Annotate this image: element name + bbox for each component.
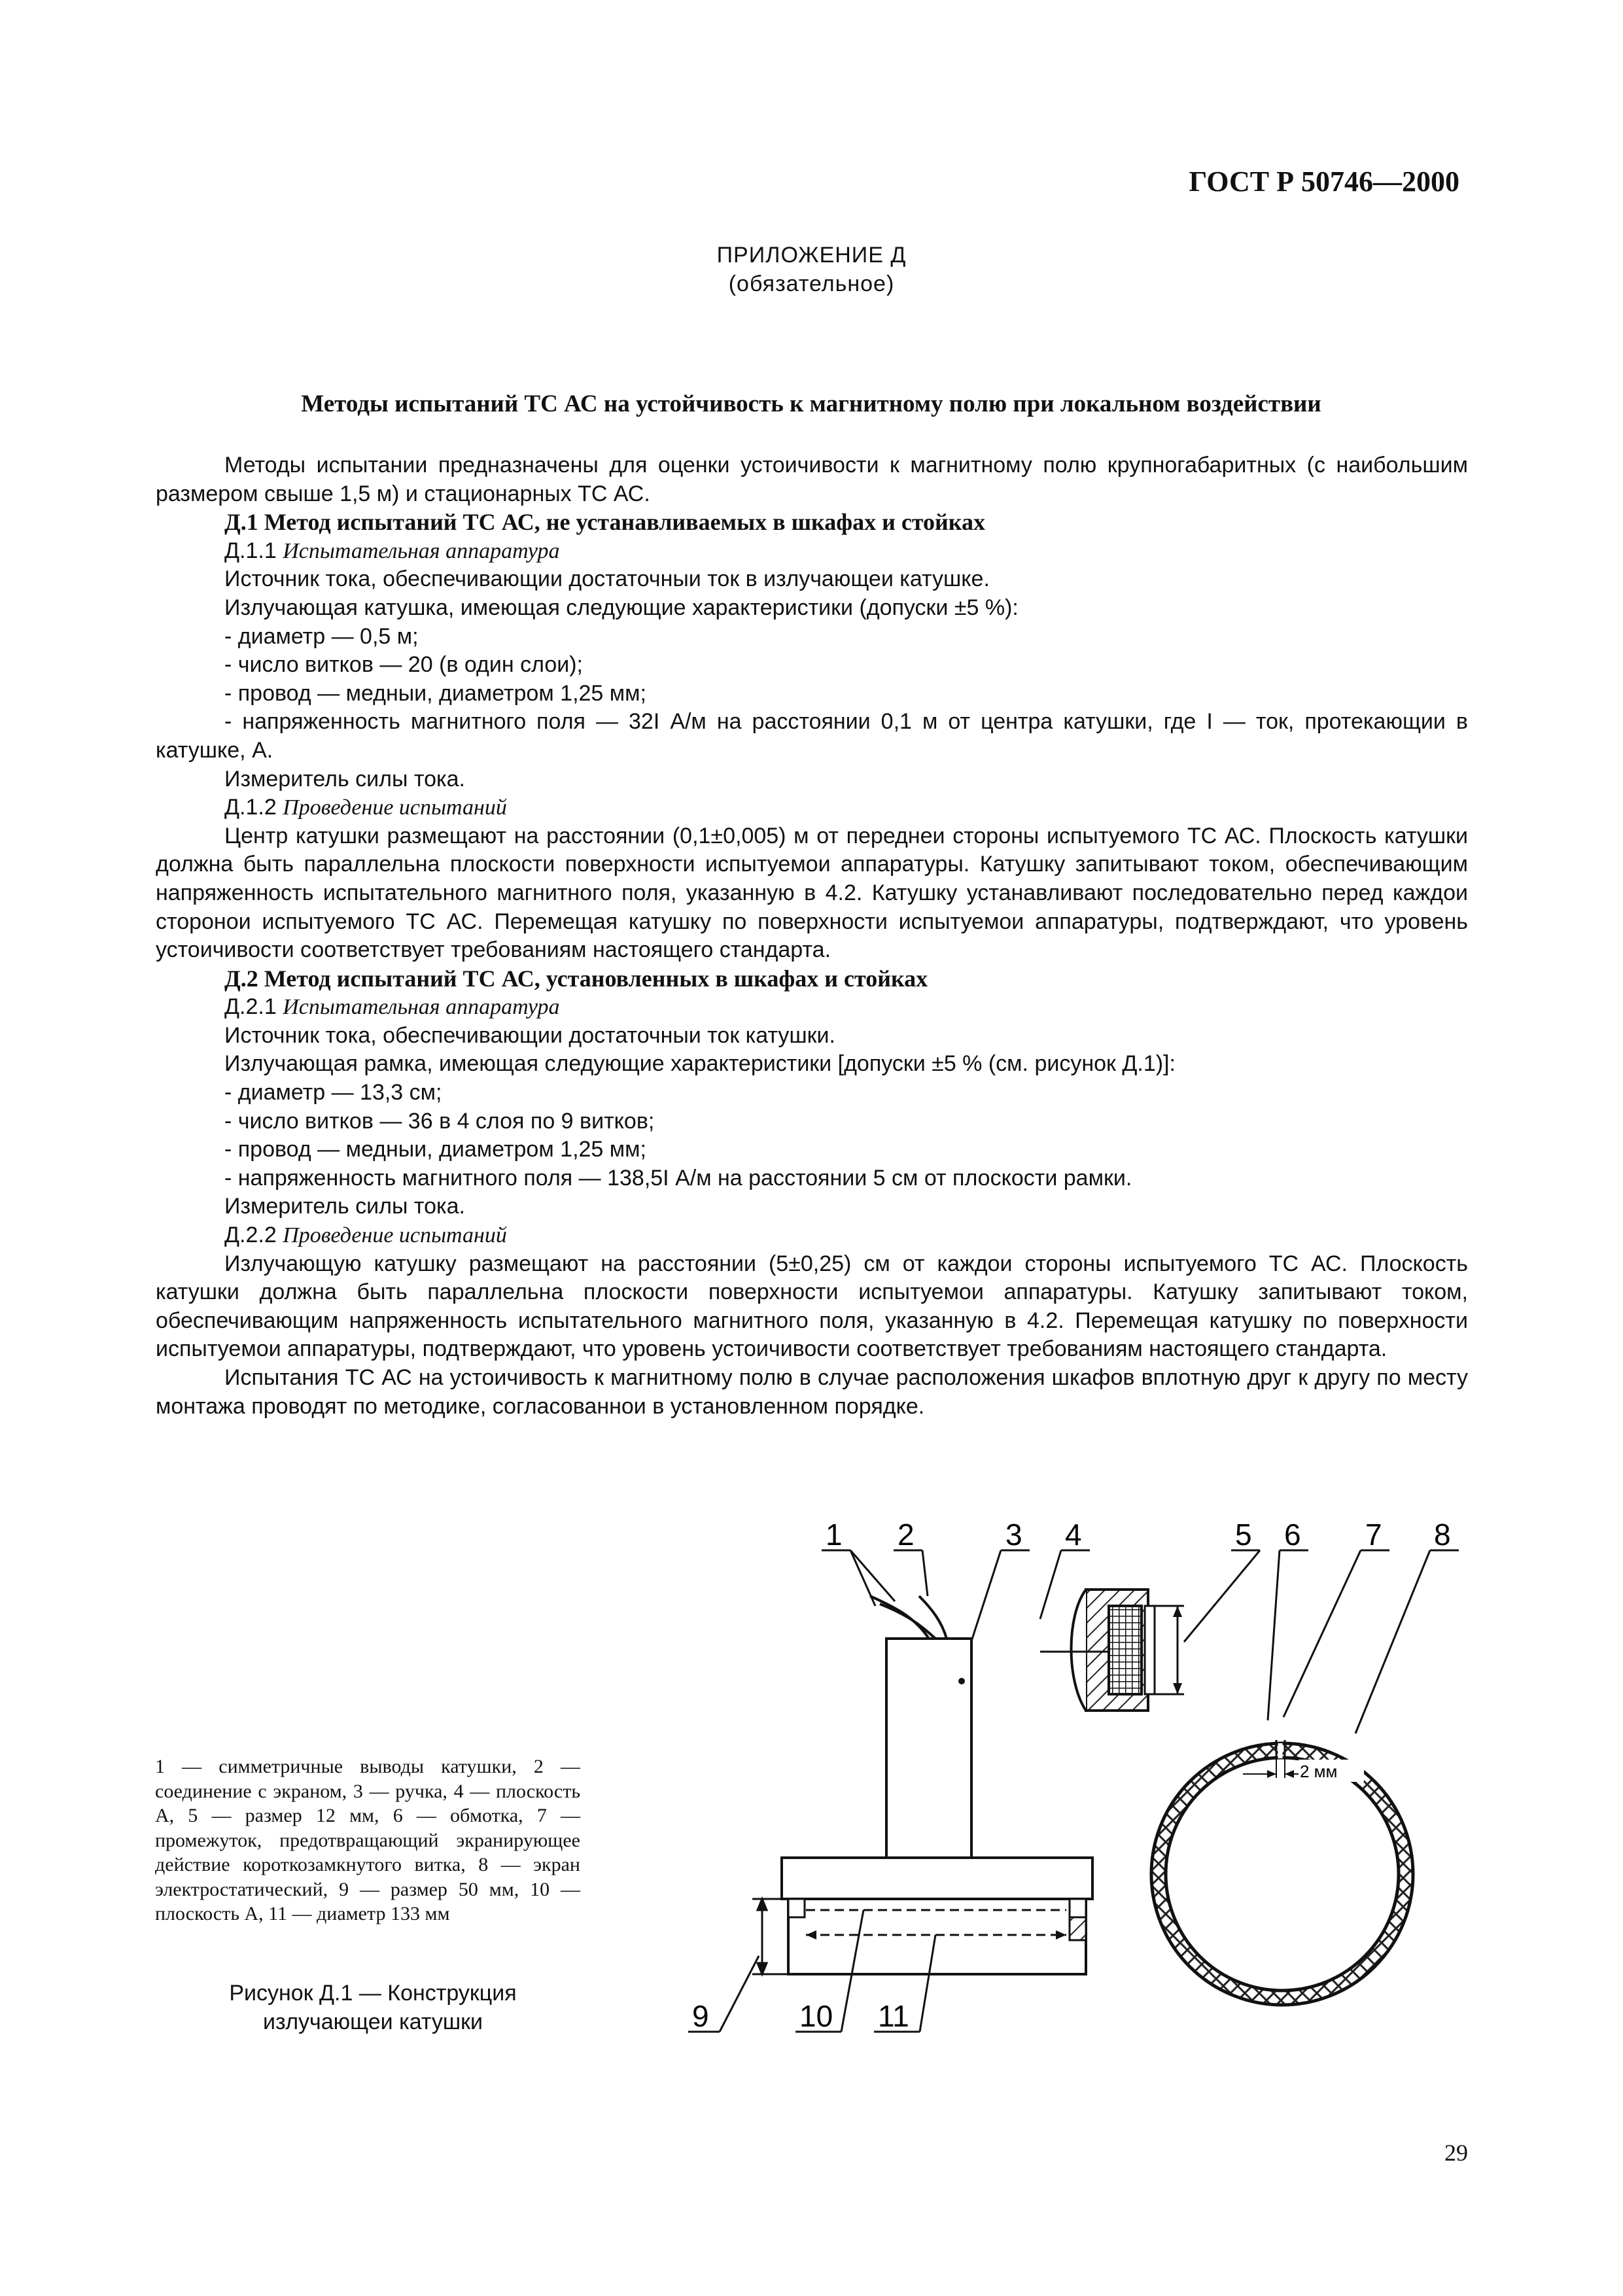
- d2-1-number: Д.2.1: [224, 994, 277, 1020]
- d1-item: - число витков — 20 (в один слои);: [224, 652, 584, 678]
- intro-paragraph: Методы испытании предназначены для оценки устоичивости к магнитному полю крупногабаритных (с наибольшим размером свыше 1,5 м) и стационарных ТС АС.: [156, 453, 1468, 506]
- d1-item: - провод — медныи, диаметром 1,25 мм;: [224, 680, 646, 706]
- callout-1: 1: [826, 1518, 843, 1552]
- d1-p2: Излучающая катушка, имеющая следующие характеристики (допуски ±5 %):: [224, 595, 1019, 620]
- d2-p3: Измеритель силы тока.: [224, 1194, 465, 1219]
- coil-handle: [886, 1639, 971, 1858]
- callout-4: 4: [1065, 1518, 1082, 1552]
- callout-10: 10: [799, 1999, 833, 2033]
- d1-p1: Источник тока, обеспечивающии достаточныи ток в излучающеи катушке.: [224, 566, 990, 592]
- d2-item: - провод — медныи, диаметром 1,25 мм;: [224, 1137, 646, 1162]
- d1-2-number: Д.1.2: [224, 795, 277, 820]
- callout-7: 7: [1365, 1518, 1382, 1552]
- appendix-title: ПРИЛОЖЕНИЕ Д: [716, 243, 907, 268]
- d2-item: - число витков — 36 в 4 слоя по 9 витков;: [224, 1108, 655, 1134]
- d1-item: - диаметр — 0,5 м;: [224, 623, 419, 649]
- d2-p1: Источник тока, обеспечивающии достаточныи ток катушки.: [224, 1022, 835, 1048]
- d1-heading: Д.1 Метод испытаний ТС АС, не устанавливаемых в шкафах и стойках: [224, 509, 985, 536]
- d1-1-title: Испытательная аппаратура: [283, 538, 560, 563]
- appendix-status: (обязательное): [728, 271, 895, 296]
- figure-caption-line2: излучающеи катушки: [263, 2009, 483, 2034]
- winding-cross-section: [1040, 1590, 1184, 1711]
- callout-9: 9: [692, 1999, 709, 2033]
- figure-legend: 1 — симметричные выводы катушки, 2 — соединение с экраном, 3 — ручка, 4 — плоскость А, 5 — размер 12 мм, 6 — обмотка, 7 — промежуток, предотвращающий экранирующее действие короткозамкнутого витка, 8 — экран электростатический, 9 — размер 50 мм, 10 — плоскость А, 11 — диаметр 133 мм: [155, 1756, 580, 1924]
- callout-11: 11: [878, 1999, 909, 2033]
- d2-2-title: Проведение испытаний: [283, 1223, 507, 1248]
- coil-body-side-view: [782, 1858, 1092, 1974]
- d1-1-number: Д.1.1: [224, 538, 277, 563]
- d1-2-title: Проведение испытаний: [283, 795, 507, 820]
- callout-6: 6: [1284, 1518, 1301, 1552]
- d2-heading: Д.2 Метод испытаний ТС АС, установленных в шкафах и стойках: [224, 965, 928, 992]
- page-number: 29: [1444, 2140, 1468, 2166]
- gap-dimension-label: 2 мм: [1300, 1762, 1338, 1781]
- section-title: Методы испытаний ТС АС на устойчивость к магнитному полю при локальном воздействии: [301, 391, 1321, 417]
- callout-5: 5: [1235, 1518, 1252, 1552]
- d2-2-number: Д.2.2: [224, 1223, 277, 1248]
- d2-p5: Испытания ТС АС на устоичивость к магнитному полю в случае расположения шкафов вплотную друг к другу по месту монтажа проводят по методике, согласованнои в установленном порядке.: [156, 1365, 1468, 1419]
- d2-item: - диаметр — 13,3 см;: [224, 1080, 442, 1105]
- d2-p2: Излучающая рамка, имеющая следующие характеристики [допуски ±5 % (см. рисунок Д.1)]:: [224, 1051, 1176, 1077]
- d2-p4: Излучающую катушку размещают на расстоянии (5±0,25) см от каждои стороны испытуемого ТС АС. Плоскость катушки должна быть параллельна плоскости поверхности испытуемои аппаратуры. Катушку запитывают током, обеспечивающим напряженность испытательного магнитного поля, указанную в 4.2. Перемещая катушку по поверхности испытуемои аппаратуры, подтверждают, что уровень устоичивости соответствует требованиям настоящего стандарта.: [156, 1251, 1468, 1362]
- coil-leads: [870, 1596, 947, 1639]
- callout-2: 2: [898, 1518, 915, 1552]
- callout-3: 3: [1005, 1518, 1022, 1552]
- document-header: ГОСТ Р 50746—2000: [1189, 165, 1459, 198]
- d1-item: - напряженность магнитного поля — 32I А/м на расстоянии 0,1 м от центра катушки, где I — ток, протекающии в катушке, А.: [156, 709, 1468, 763]
- d2-item: - напряженность магнитного поля — 138,5I А/м на расстоянии 5 см от плоскости рамки.: [224, 1165, 1132, 1191]
- d1-p3: Измеритель силы тока.: [224, 766, 465, 791]
- d1-p4: Центр катушки размещают на расстоянии (0,1±0,005) м от переднеи стороны испытуемого ТС АС. Плоскость катушки должна быть параллельна плоскости поверхности испытуемои аппаратуры. Катушку запитывают током, обеспечивающим напряженность испытательного магнитного поля, указанную в 4.2. Катушку устанавливают последовательно перед каждои сторонои испытуемого ТС АС. Перемещая катушку по поверхности испытуемои аппаратуры, подтверждают, что уровень устоичивости соответствует требованиям настоящего стандарта.: [156, 823, 1468, 963]
- figure-caption-line1: Рисунок Д.1 — Конструкция: [229, 1981, 517, 2006]
- d2-1-title: Испытательная аппаратура: [283, 995, 560, 1020]
- dimension-9: [752, 1899, 788, 1974]
- electrostatic-screen-ring: [1151, 1740, 1413, 2005]
- callout-8: 8: [1434, 1518, 1451, 1552]
